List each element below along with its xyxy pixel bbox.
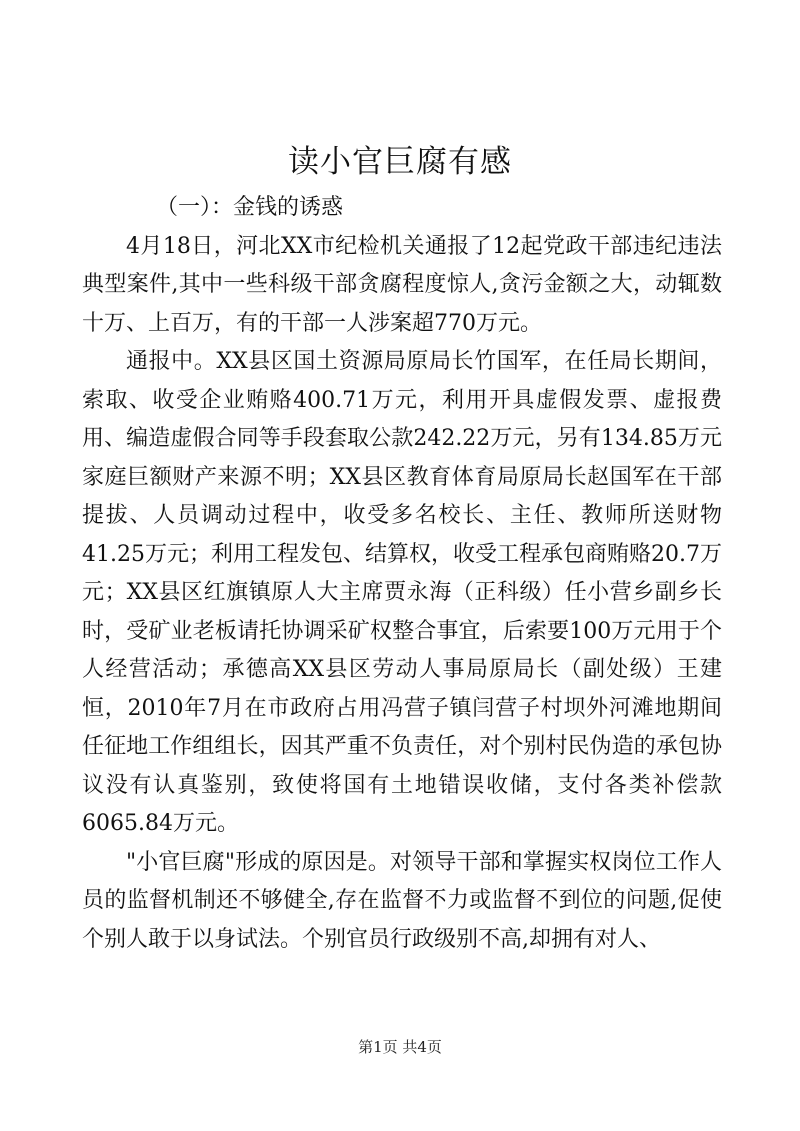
paragraph-1: 4月18日，河北XX市纪检机关通报了12起党政干部违纪违法典型案件,其中一些科级干部贪腐程度惊人,贪污金额之大，动辄数十万、上百万，有的干部一人涉案超770万元。: [82, 233, 722, 336]
paragraph-2: 通报中。XX县区国土资源局原局长竹国军，在任局长期间，索取、收受企业贿赂400.71万元，利用开具虚假发票、虚报费用、编造虚假合同等手段套取公款242.22万元，另有134.85万元家庭巨额财产来源不明；XX县区教育体育局原局长赵国军在干部提拔、人员调动过程中，收受多名校长、主任、教师所送财物41.25万元；利用工程发包、结算权，收受工程承包商贿赂20.7万元；XX县区红旗镇原人大主席贾永海（正科级）任小营乡副乡长时，受矿业老板请托协调采矿权整合事宜，后索要100万元用于个人经营活动；承德高XX县区劳动人事局原局长（副处级）王建恒，2010年7月在市政府占用冯营子镇闫营子村坝外河滩地期间任征地工作组组长，因其严重不负责任，对个别村民伪造的承包协议没有认真鉴别，致使将国有土地错误收储，支付各类补偿款6065.84万元。: [82, 349, 722, 836]
page-title: 读小官巨腐有感: [288, 144, 512, 180]
section-heading: （一）：金钱的诱惑: [156, 195, 344, 220]
page-footer: 第1页 共4页: [358, 1038, 442, 1056]
document-body: [82, 189, 722, 959]
paragraph-3: "小官巨腐"形成的原因是。对领导干部和掌握实权岗位工作人员的监督机制还不够健全,存在监督不力或监督不到位的问题,促使个别人敢于以身试法。个别官员行政级别不高,却拥有对人、: [82, 849, 722, 952]
